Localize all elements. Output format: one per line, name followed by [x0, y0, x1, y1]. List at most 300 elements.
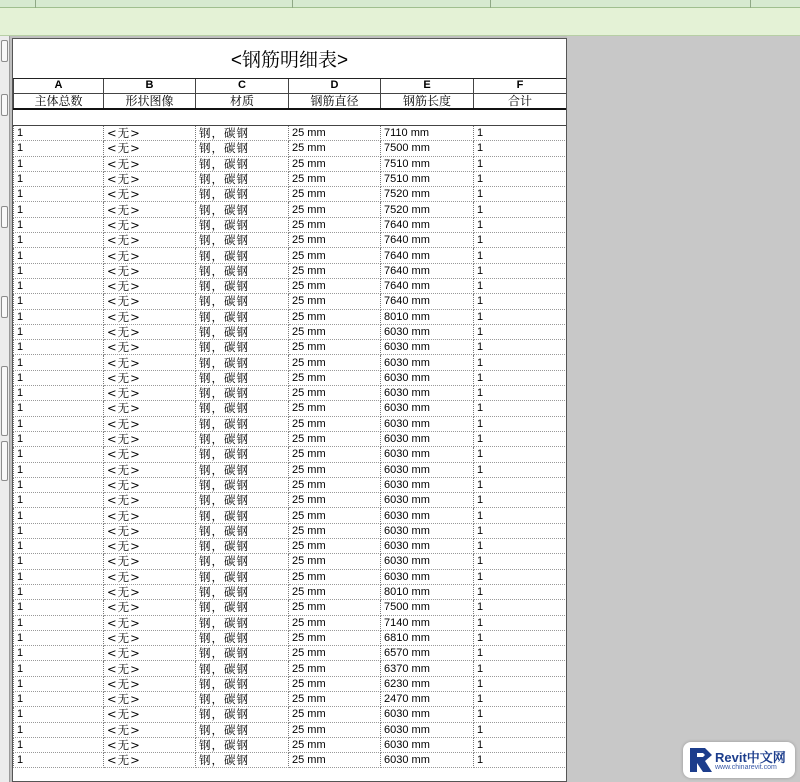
table-row[interactable] [14, 187, 567, 202]
column-letter[interactable]: E [381, 79, 474, 93]
column-header-host-count[interactable]: 主体总数 [14, 93, 104, 109]
table-cell[interactable]: 25 mm [289, 324, 381, 339]
table-cell[interactable]: 钢，碳钢 [196, 615, 289, 630]
table-row[interactable] [14, 600, 567, 615]
table-cell[interactable]: 钢，碳钢 [196, 309, 289, 324]
table-cell[interactable]: 25 mm [289, 386, 381, 401]
table-cell[interactable]: 25 mm [289, 233, 381, 248]
table-cell[interactable]: 1 [14, 294, 104, 309]
table-cell[interactable]: 1 [474, 294, 567, 309]
table-cell[interactable]: 1 [474, 493, 567, 508]
table-cell[interactable]: 1 [474, 278, 567, 293]
table-cell[interactable]: 1 [14, 523, 104, 538]
table-cell[interactable]: <无> [104, 324, 196, 339]
column-letter[interactable]: D [289, 79, 381, 93]
table-cell[interactable]: 1 [14, 355, 104, 370]
table-cell[interactable]: 1 [474, 722, 567, 737]
table-cell[interactable]: 8010 mm [381, 309, 474, 324]
table-cell[interactable]: 25 mm [289, 661, 381, 676]
table-row[interactable] [14, 753, 567, 768]
table-cell[interactable]: 25 mm [289, 202, 381, 217]
table-cell[interactable]: 25 mm [289, 447, 381, 462]
column-letter[interactable]: B [104, 79, 196, 93]
table-cell[interactable]: 钢，碳钢 [196, 202, 289, 217]
table-cell[interactable]: 1 [14, 324, 104, 339]
table-cell[interactable]: 钢，碳钢 [196, 600, 289, 615]
column-letter[interactable]: A [14, 79, 104, 93]
column-letter[interactable]: F [474, 79, 567, 93]
table-cell[interactable]: <无> [104, 309, 196, 324]
table-row[interactable] [14, 584, 567, 599]
table-cell[interactable]: 7140 mm [381, 615, 474, 630]
table-cell[interactable]: 25 mm [289, 370, 381, 385]
table-cell[interactable]: 1 [474, 431, 567, 446]
table-cell[interactable]: <无> [104, 202, 196, 217]
table-row[interactable] [14, 691, 567, 706]
table-cell[interactable]: 6030 mm [381, 493, 474, 508]
table-row[interactable] [14, 676, 567, 691]
table-cell[interactable]: 1 [14, 416, 104, 431]
table-cell[interactable]: 7640 mm [381, 217, 474, 232]
table-cell[interactable]: <无> [104, 355, 196, 370]
table-cell[interactable]: 7520 mm [381, 202, 474, 217]
table-cell[interactable]: 25 mm [289, 278, 381, 293]
table-cell[interactable]: 1 [14, 737, 104, 752]
table-cell[interactable]: 25 mm [289, 217, 381, 232]
table-cell[interactable]: 7520 mm [381, 187, 474, 202]
table-cell[interactable]: 1 [14, 233, 104, 248]
table-cell[interactable]: 1 [14, 187, 104, 202]
table-row[interactable] [14, 431, 567, 446]
table-cell[interactable]: 1 [474, 447, 567, 462]
table-row[interactable] [14, 386, 567, 401]
table-cell[interactable]: 25 mm [289, 171, 381, 186]
table-cell[interactable]: 1 [14, 707, 104, 722]
table-cell[interactable]: 25 mm [289, 401, 381, 416]
schedule-title[interactable]: <钢筋明细表> [13, 39, 566, 79]
table-cell[interactable]: 8010 mm [381, 584, 474, 599]
table-row[interactable] [14, 554, 567, 569]
table-cell[interactable]: 钢，碳钢 [196, 217, 289, 232]
table-cell[interactable]: 6030 mm [381, 386, 474, 401]
table-cell[interactable]: 1 [474, 416, 567, 431]
table-cell[interactable]: 2470 mm [381, 691, 474, 706]
table-row[interactable] [14, 324, 567, 339]
table-cell[interactable]: <无> [104, 248, 196, 263]
table-cell[interactable]: 1 [474, 508, 567, 523]
table-cell[interactable]: 1 [14, 615, 104, 630]
table-cell[interactable]: 钢，碳钢 [196, 401, 289, 416]
table-cell[interactable]: <无> [104, 554, 196, 569]
column-letter[interactable]: C [196, 79, 289, 93]
table-cell[interactable]: 钢，碳钢 [196, 416, 289, 431]
table-cell[interactable]: 6030 mm [381, 539, 474, 554]
table-row[interactable] [14, 615, 567, 630]
table-cell[interactable]: 1 [14, 462, 104, 477]
table-cell[interactable]: 1 [14, 386, 104, 401]
table-row[interactable] [14, 477, 567, 492]
table-row[interactable] [14, 737, 567, 752]
table-cell[interactable]: 25 mm [289, 141, 381, 156]
table-cell[interactable]: 钢，碳钢 [196, 340, 289, 355]
table-cell[interactable]: 25 mm [289, 615, 381, 630]
table-row[interactable] [14, 156, 567, 171]
table-cell[interactable]: 6030 mm [381, 477, 474, 492]
table-cell[interactable]: 钢，碳钢 [196, 171, 289, 186]
table-cell[interactable]: 1 [474, 263, 567, 278]
table-row[interactable] [14, 309, 567, 324]
table-row[interactable] [14, 248, 567, 263]
table-cell[interactable]: 1 [14, 126, 104, 141]
table-row[interactable] [14, 171, 567, 186]
table-cell[interactable]: 1 [474, 126, 567, 141]
table-cell[interactable]: 25 mm [289, 248, 381, 263]
panel-handle[interactable] [1, 206, 8, 228]
panel-handle[interactable] [1, 296, 8, 318]
table-cell[interactable]: 1 [14, 584, 104, 599]
table-cell[interactable]: 钢，碳钢 [196, 263, 289, 278]
table-row[interactable] [14, 630, 567, 645]
table-cell[interactable]: 1 [474, 630, 567, 645]
table-cell[interactable]: 6030 mm [381, 324, 474, 339]
table-row[interactable] [14, 493, 567, 508]
table-cell[interactable]: 25 mm [289, 431, 381, 446]
table-cell[interactable]: 1 [14, 554, 104, 569]
table-cell[interactable]: 1 [474, 340, 567, 355]
table-cell[interactable]: 1 [474, 569, 567, 584]
table-cell[interactable]: 6570 mm [381, 646, 474, 661]
table-cell[interactable]: <无> [104, 386, 196, 401]
table-cell[interactable]: 钢，碳钢 [196, 477, 289, 492]
table-cell[interactable]: 1 [474, 171, 567, 186]
table-row[interactable] [14, 401, 567, 416]
table-row[interactable] [14, 661, 567, 676]
table-cell[interactable]: 钢，碳钢 [196, 324, 289, 339]
table-cell[interactable]: 1 [474, 676, 567, 691]
column-header-total[interactable]: 合计 [474, 93, 567, 109]
table-cell[interactable]: 钢，碳钢 [196, 248, 289, 263]
table-cell[interactable]: 1 [474, 233, 567, 248]
table-cell[interactable]: 1 [14, 753, 104, 768]
table-row[interactable] [14, 447, 567, 462]
table-cell[interactable]: 1 [474, 615, 567, 630]
table-cell[interactable]: 7640 mm [381, 248, 474, 263]
table-cell[interactable]: <无> [104, 171, 196, 186]
table-cell[interactable]: 1 [14, 248, 104, 263]
table-cell[interactable]: 1 [474, 386, 567, 401]
table-cell[interactable]: 钢，碳钢 [196, 294, 289, 309]
table-cell[interactable]: 25 mm [289, 676, 381, 691]
table-cell[interactable]: 1 [14, 676, 104, 691]
table-cell[interactable]: <无> [104, 569, 196, 584]
table-cell[interactable]: 6030 mm [381, 569, 474, 584]
table-cell[interactable]: 1 [14, 309, 104, 324]
table-cell[interactable]: <无> [104, 233, 196, 248]
table-cell[interactable]: <无> [104, 340, 196, 355]
table-cell[interactable]: 1 [474, 691, 567, 706]
table-cell[interactable]: 6030 mm [381, 416, 474, 431]
table-cell[interactable]: 7510 mm [381, 156, 474, 171]
table-cell[interactable]: 钢，碳钢 [196, 722, 289, 737]
table-cell[interactable]: 1 [14, 600, 104, 615]
table-cell[interactable]: 1 [474, 661, 567, 676]
table-cell[interactable]: 1 [14, 630, 104, 645]
table-cell[interactable]: 1 [14, 171, 104, 186]
table-cell[interactable]: 7500 mm [381, 141, 474, 156]
table-cell[interactable]: 25 mm [289, 600, 381, 615]
table-cell[interactable]: 6030 mm [381, 340, 474, 355]
panel-handle[interactable] [1, 94, 8, 116]
table-cell[interactable]: 6030 mm [381, 737, 474, 752]
table-cell[interactable]: 1 [14, 508, 104, 523]
table-cell[interactable]: 1 [474, 477, 567, 492]
table-cell[interactable]: 1 [14, 141, 104, 156]
table-cell[interactable]: 1 [14, 340, 104, 355]
column-header-bar-length[interactable]: 钢筋长度 [381, 93, 474, 109]
table-cell[interactable]: 1 [474, 523, 567, 538]
table-cell[interactable]: <无> [104, 401, 196, 416]
table-cell[interactable]: <无> [104, 523, 196, 538]
table-cell[interactable]: 钢，碳钢 [196, 493, 289, 508]
table-cell[interactable]: <无> [104, 600, 196, 615]
table-cell[interactable]: 7510 mm [381, 171, 474, 186]
table-row[interactable] [14, 294, 567, 309]
table-cell[interactable]: 1 [14, 370, 104, 385]
table-cell[interactable]: 钢，碳钢 [196, 508, 289, 523]
table-cell[interactable]: 6230 mm [381, 676, 474, 691]
table-cell[interactable]: <无> [104, 278, 196, 293]
table-cell[interactable]: 25 mm [289, 539, 381, 554]
table-cell[interactable]: 1 [14, 569, 104, 584]
table-cell[interactable]: 25 mm [289, 309, 381, 324]
table-cell[interactable]: 25 mm [289, 294, 381, 309]
table-row[interactable] [14, 355, 567, 370]
table-cell[interactable]: 6030 mm [381, 508, 474, 523]
table-row[interactable] [14, 141, 567, 156]
table-cell[interactable]: 25 mm [289, 355, 381, 370]
table-cell[interactable]: 1 [474, 355, 567, 370]
table-cell[interactable]: <无> [104, 370, 196, 385]
table-cell[interactable]: 6030 mm [381, 462, 474, 477]
table-cell[interactable]: 25 mm [289, 416, 381, 431]
panel-handle[interactable] [1, 366, 8, 436]
table-cell[interactable]: <无> [104, 263, 196, 278]
table-cell[interactable]: 钢，碳钢 [196, 569, 289, 584]
table-cell[interactable]: 25 mm [289, 462, 381, 477]
table-cell[interactable]: <无> [104, 661, 196, 676]
table-cell[interactable]: 1 [14, 539, 104, 554]
table-cell[interactable]: 25 mm [289, 691, 381, 706]
table-cell[interactable]: 6030 mm [381, 753, 474, 768]
table-cell[interactable]: 1 [14, 431, 104, 446]
table-cell[interactable]: 1 [14, 263, 104, 278]
table-cell[interactable]: 钢，碳钢 [196, 707, 289, 722]
table-cell[interactable]: 1 [474, 707, 567, 722]
table-cell[interactable]: <无> [104, 416, 196, 431]
table-row[interactable] [14, 416, 567, 431]
table-cell[interactable]: 钢，碳钢 [196, 554, 289, 569]
table-cell[interactable]: 钢，碳钢 [196, 278, 289, 293]
table-cell[interactable]: <无> [104, 431, 196, 446]
table-cell[interactable]: 钢，碳钢 [196, 233, 289, 248]
table-cell[interactable]: 25 mm [289, 646, 381, 661]
table-row[interactable] [14, 523, 567, 538]
table-cell[interactable]: 1 [474, 202, 567, 217]
table-cell[interactable]: <无> [104, 737, 196, 752]
table-cell[interactable]: 25 mm [289, 493, 381, 508]
table-cell[interactable]: 6030 mm [381, 355, 474, 370]
table-cell[interactable]: 1 [474, 539, 567, 554]
table-cell[interactable]: <无> [104, 615, 196, 630]
table-cell[interactable]: <无> [104, 493, 196, 508]
table-cell[interactable]: 6030 mm [381, 722, 474, 737]
table-cell[interactable]: 1 [474, 584, 567, 599]
table-cell[interactable]: 25 mm [289, 508, 381, 523]
table-cell[interactable]: 钢，碳钢 [196, 539, 289, 554]
table-cell[interactable]: 1 [474, 217, 567, 232]
table-cell[interactable]: 钢，碳钢 [196, 737, 289, 752]
table-cell[interactable]: 1 [14, 477, 104, 492]
table-cell[interactable]: 6030 mm [381, 554, 474, 569]
table-cell[interactable]: <无> [104, 722, 196, 737]
table-cell[interactable]: 1 [14, 493, 104, 508]
table-cell[interactable]: 钢，碳钢 [196, 370, 289, 385]
table-cell[interactable]: 7640 mm [381, 263, 474, 278]
table-row[interactable] [14, 539, 567, 554]
table-cell[interactable]: 钢，碳钢 [196, 584, 289, 599]
table-cell[interactable]: 钢，碳钢 [196, 661, 289, 676]
table-cell[interactable]: 6030 mm [381, 707, 474, 722]
column-header-shape-image[interactable]: 形状图像 [104, 93, 196, 109]
table-cell[interactable]: 25 mm [289, 707, 381, 722]
table-cell[interactable]: <无> [104, 753, 196, 768]
table-cell[interactable]: <无> [104, 126, 196, 141]
table-cell[interactable]: <无> [104, 630, 196, 645]
table-cell[interactable]: 6810 mm [381, 630, 474, 645]
table-cell[interactable]: 1 [14, 217, 104, 232]
table-row[interactable] [14, 217, 567, 232]
table-cell[interactable]: 钢，碳钢 [196, 156, 289, 171]
table-cell[interactable]: 钢，碳钢 [196, 630, 289, 645]
table-cell[interactable]: 1 [474, 324, 567, 339]
table-cell[interactable]: 25 mm [289, 584, 381, 599]
table-cell[interactable]: <无> [104, 691, 196, 706]
table-row[interactable] [14, 462, 567, 477]
table-row[interactable] [14, 263, 567, 278]
table-cell[interactable]: <无> [104, 462, 196, 477]
table-row[interactable] [14, 646, 567, 661]
table-cell[interactable]: 25 mm [289, 523, 381, 538]
table-cell[interactable]: 6030 mm [381, 401, 474, 416]
table-cell[interactable]: 6370 mm [381, 661, 474, 676]
table-cell[interactable]: 钢，碳钢 [196, 523, 289, 538]
table-cell[interactable]: 1 [474, 600, 567, 615]
table-cell[interactable]: <无> [104, 141, 196, 156]
table-cell[interactable]: 1 [474, 554, 567, 569]
table-cell[interactable]: 1 [474, 753, 567, 768]
table-row[interactable] [14, 126, 567, 141]
table-cell[interactable]: <无> [104, 676, 196, 691]
table-row[interactable] [14, 707, 567, 722]
table-cell[interactable]: 钢，碳钢 [196, 676, 289, 691]
table-cell[interactable]: 1 [474, 156, 567, 171]
table-cell[interactable]: 6030 mm [381, 431, 474, 446]
table-row[interactable] [14, 569, 567, 584]
table-cell[interactable]: <无> [104, 707, 196, 722]
table-cell[interactable]: 1 [14, 156, 104, 171]
table-cell[interactable]: 6030 mm [381, 370, 474, 385]
table-cell[interactable]: 1 [474, 646, 567, 661]
table-row[interactable] [14, 340, 567, 355]
table-cell[interactable]: 1 [474, 401, 567, 416]
table-cell[interactable]: 钢，碳钢 [196, 646, 289, 661]
table-cell[interactable]: 钢，碳钢 [196, 753, 289, 768]
table-cell[interactable]: <无> [104, 447, 196, 462]
table-cell[interactable]: <无> [104, 584, 196, 599]
table-row[interactable] [14, 278, 567, 293]
table-cell[interactable]: 1 [14, 646, 104, 661]
table-cell[interactable]: 25 mm [289, 722, 381, 737]
table-cell[interactable]: 6030 mm [381, 447, 474, 462]
table-cell[interactable]: 7640 mm [381, 294, 474, 309]
table-cell[interactable]: 6030 mm [381, 523, 474, 538]
table-cell[interactable]: 钢，碳钢 [196, 462, 289, 477]
table-cell[interactable]: 25 mm [289, 263, 381, 278]
table-cell[interactable]: 25 mm [289, 737, 381, 752]
table-cell[interactable]: 1 [474, 248, 567, 263]
table-row[interactable] [14, 370, 567, 385]
table-cell[interactable]: 25 mm [289, 340, 381, 355]
table-cell[interactable]: 25 mm [289, 630, 381, 645]
table-cell[interactable]: 1 [14, 447, 104, 462]
table-cell[interactable]: 钢，碳钢 [196, 141, 289, 156]
table-cell[interactable]: <无> [104, 156, 196, 171]
table-row[interactable] [14, 508, 567, 523]
table-cell[interactable]: 钢，碳钢 [196, 355, 289, 370]
table-cell[interactable]: 钢，碳钢 [196, 431, 289, 446]
table-cell[interactable]: 钢，碳钢 [196, 126, 289, 141]
table-cell[interactable]: 1 [474, 309, 567, 324]
table-cell[interactable]: 1 [14, 722, 104, 737]
table-cell[interactable]: 1 [474, 462, 567, 477]
table-cell[interactable]: 1 [14, 661, 104, 676]
table-cell[interactable]: 25 mm [289, 126, 381, 141]
table-cell[interactable]: <无> [104, 508, 196, 523]
table-cell[interactable]: 25 mm [289, 187, 381, 202]
table-cell[interactable]: 1 [474, 370, 567, 385]
table-row[interactable] [14, 233, 567, 248]
table-cell[interactable]: <无> [104, 477, 196, 492]
table-cell[interactable]: <无> [104, 187, 196, 202]
table-cell[interactable]: 7500 mm [381, 600, 474, 615]
table-cell[interactable]: 1 [474, 737, 567, 752]
column-header-material[interactable]: 材质 [196, 93, 289, 109]
table-cell[interactable]: 1 [474, 141, 567, 156]
table-cell[interactable]: 钢，碳钢 [196, 447, 289, 462]
table-cell[interactable]: 7640 mm [381, 233, 474, 248]
table-cell[interactable]: <无> [104, 217, 196, 232]
table-row[interactable] [14, 202, 567, 217]
column-header-bar-diameter[interactable]: 钢筋直径 [289, 93, 381, 109]
table-cell[interactable]: 1 [14, 278, 104, 293]
table-cell[interactable]: <无> [104, 646, 196, 661]
table-cell[interactable]: 钢，碳钢 [196, 691, 289, 706]
table-row[interactable] [14, 722, 567, 737]
table-cell[interactable]: 钢，碳钢 [196, 187, 289, 202]
table-cell[interactable]: 25 mm [289, 554, 381, 569]
table-cell[interactable]: 25 mm [289, 753, 381, 768]
table-cell[interactable]: 7110 mm [381, 126, 474, 141]
